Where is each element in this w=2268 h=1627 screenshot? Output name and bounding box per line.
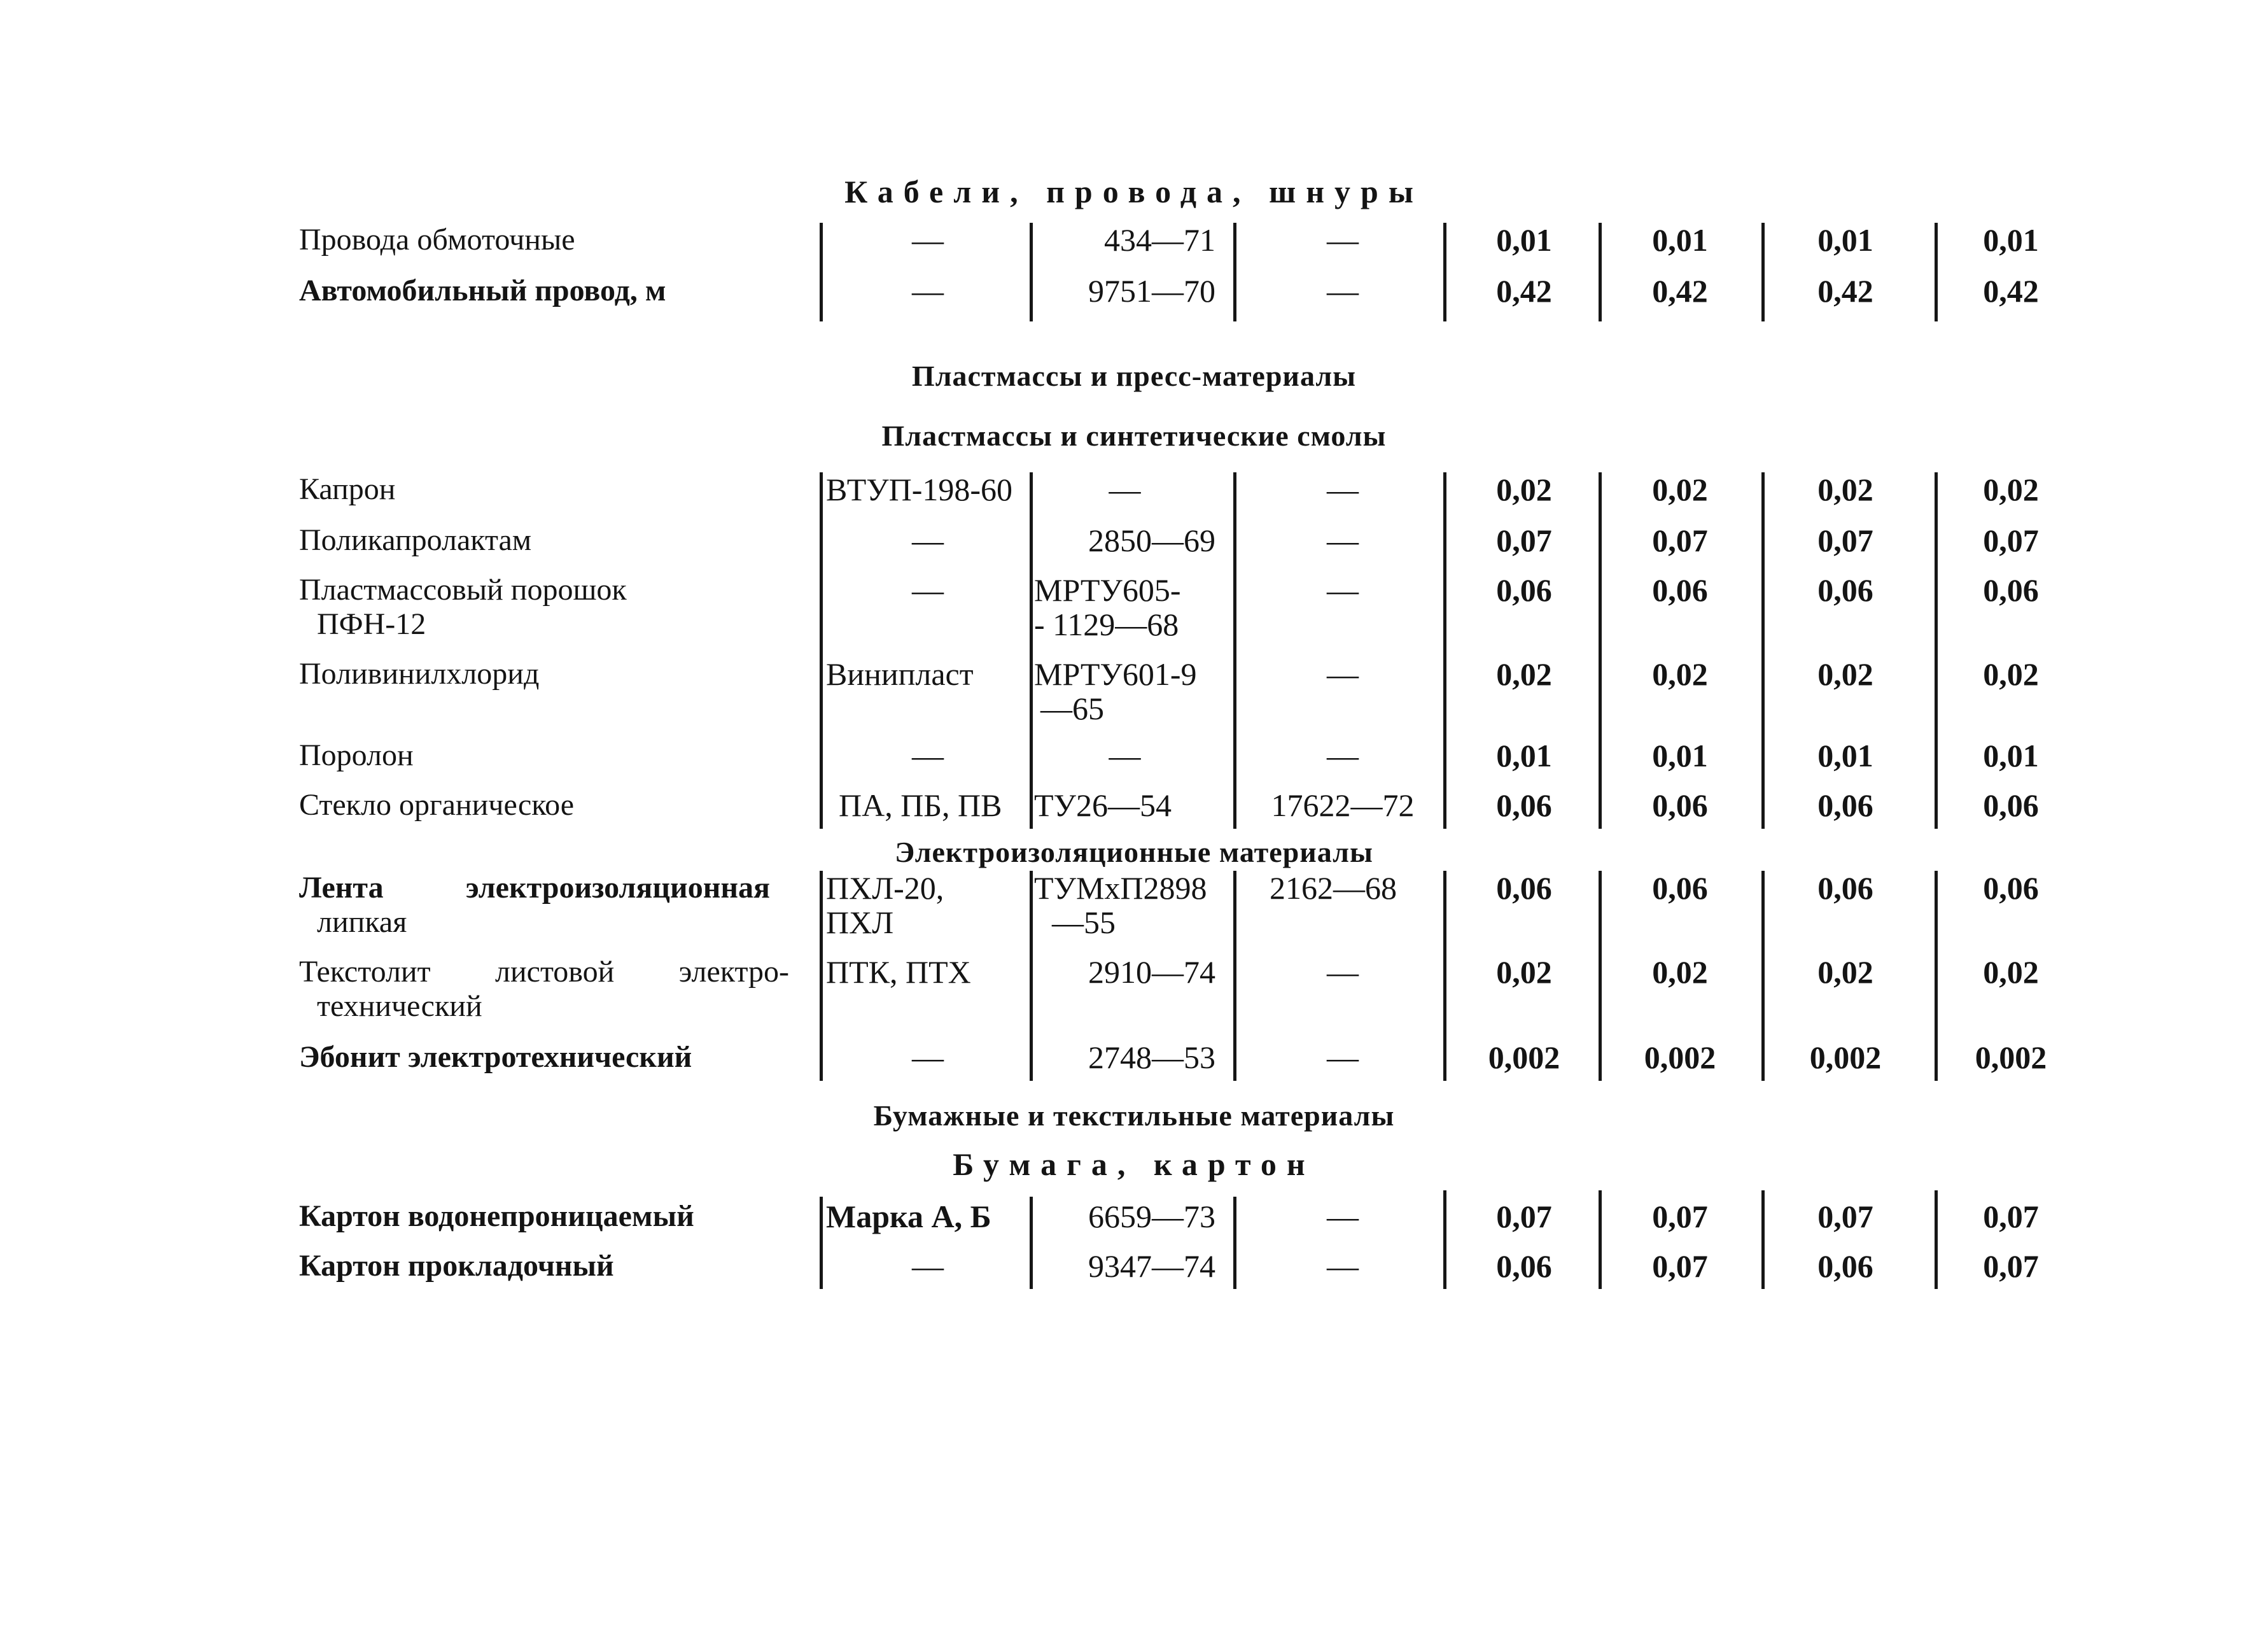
grade-line1: ПХЛ-20, (826, 870, 944, 906)
value-cell: 0,07 (1496, 523, 1552, 558)
column-rule (1599, 1190, 1602, 1289)
column-rule (1443, 871, 1446, 1081)
value-cell: 0,02 (1496, 954, 1552, 990)
standard-cell: 2910—74 (1088, 954, 1215, 990)
value-cell: 0,06 (1652, 787, 1708, 823)
section-heading-plastics: Пластмассы и пресс-материалы (911, 360, 1357, 392)
standard-cell (1034, 657, 1225, 726)
grade-line2: ПХЛ (826, 905, 894, 940)
material-name (299, 871, 795, 940)
gost-cell: — (1327, 273, 1359, 309)
standard-cell: 9347—74 (1088, 1248, 1215, 1284)
gost-cell: — (1327, 472, 1359, 507)
value-cell: 0,06 (1652, 870, 1708, 906)
column-rule (820, 223, 823, 321)
standard-line2: - 1129—68 (1034, 607, 1179, 642)
gost-cell: — (1327, 1248, 1359, 1284)
value-cell: 0,07 (1652, 1199, 1708, 1234)
value-cell: 0,06 (1652, 572, 1708, 608)
column-rule (1233, 472, 1236, 829)
value-cell: 0,06 (1496, 870, 1552, 906)
gost-cell: — (1327, 656, 1359, 692)
value-cell: 0,06 (1496, 1248, 1552, 1284)
value-cell: 0,01 (1652, 222, 1708, 258)
column-rule (1935, 223, 1938, 321)
value-cell: 0,02 (1817, 472, 1873, 507)
column-rule (1233, 871, 1236, 1081)
value-cell: 0,07 (1652, 1248, 1708, 1284)
column-rule (1599, 223, 1602, 321)
grade-cell: Винипласт (826, 656, 974, 692)
grade-cell: ПА, ПБ, ПВ (839, 787, 1002, 823)
value-cell: 0,07 (1652, 523, 1708, 558)
value-cell: 0,07 (1983, 523, 2039, 558)
grade-cell: Марка А, Б (826, 1199, 991, 1234)
material-name: Поливинилхлорид (299, 657, 540, 691)
column-rule (820, 871, 823, 1081)
material-name-line1: Лента электроизоляционная (299, 871, 770, 905)
value-cell: 0,06 (1817, 572, 1873, 608)
material-name: Эбонит электротехнический (299, 1040, 692, 1074)
grade-cell: — (912, 523, 944, 558)
standard-line1: МРТУ605- (1034, 572, 1181, 608)
value-cell: 0,02 (1983, 954, 2039, 990)
material-name: Поликапролактам (299, 523, 532, 557)
material-name: Картон прокладочный (299, 1249, 614, 1283)
standard-cell: ТУ26—54 (1034, 787, 1172, 823)
value-cell: 0,01 (1983, 738, 2039, 773)
value-cell: 0,06 (1817, 870, 1873, 906)
value-cell: 0,01 (1817, 738, 1873, 773)
column-rule (1030, 223, 1033, 321)
gost-cell: — (1327, 1199, 1359, 1234)
column-rule (1030, 871, 1033, 1081)
gost-cell: 17622—72 (1271, 787, 1415, 823)
value-cell: 0,07 (1496, 1199, 1552, 1234)
standard-line1: ТУМхП2898 (1034, 870, 1207, 906)
value-cell: 0,06 (1496, 787, 1552, 823)
gost-cell: — (1327, 738, 1359, 773)
gost-cell: — (1327, 954, 1359, 990)
value-cell: 0,01 (1496, 222, 1552, 258)
value-cell: 0,002 (1644, 1039, 1716, 1075)
standard-cell: 2748—53 (1088, 1039, 1215, 1075)
gost-cell: — (1327, 523, 1359, 558)
gost-cell: — (1327, 222, 1359, 258)
standard-cell: 9751—70 (1088, 273, 1215, 309)
standard-cell (1034, 573, 1225, 642)
value-cell: 0,02 (1652, 954, 1708, 990)
standard-cell: 434—71 (1104, 222, 1215, 258)
value-cell: 0,07 (1817, 523, 1873, 558)
value-cell: 0,02 (1817, 656, 1873, 692)
subsection-heading-paper-cardboard: Бумага, картон (953, 1146, 1315, 1182)
material-name-line2: ПФН-12 (317, 607, 426, 641)
value-cell: 0,02 (1652, 472, 1708, 507)
standard-cell: 6659—73 (1088, 1199, 1215, 1234)
column-rule (820, 1197, 823, 1289)
material-name-line2: липкая (317, 905, 407, 939)
grade-cell: — (912, 273, 944, 309)
value-cell: 0,01 (1817, 222, 1873, 258)
value-cell: 0,42 (1817, 273, 1873, 309)
material-name: Провода обмоточные (299, 223, 575, 257)
value-cell: 0,002 (1488, 1039, 1560, 1075)
column-rule (1761, 223, 1765, 321)
value-cell: 0,01 (1983, 222, 2039, 258)
column-rule (1233, 1197, 1236, 1289)
value-cell: 0,06 (1983, 870, 2039, 906)
value-cell: 0,002 (1809, 1039, 1882, 1075)
value-cell: 0,002 (1975, 1039, 2047, 1075)
standard-cell: — (1109, 472, 1141, 507)
value-cell: 0,02 (1983, 656, 2039, 692)
grade-cell: ПТК, ПТХ (826, 954, 971, 990)
value-cell: 0,06 (1817, 1248, 1873, 1284)
standard-line2: —55 (1052, 905, 1116, 940)
value-cell: 0,06 (1983, 787, 2039, 823)
material-name: Поролон (299, 738, 414, 772)
standard-cell (1034, 871, 1225, 940)
material-name-line1: Текстолит листовой электро- (299, 955, 789, 989)
grade-cell: — (912, 1248, 944, 1284)
gost-cell: — (1327, 1039, 1359, 1075)
value-cell: 0,01 (1496, 738, 1552, 773)
column-rule (1761, 472, 1765, 829)
material-name (299, 955, 795, 1024)
grade-cell (826, 871, 1030, 940)
grade-cell: — (912, 222, 944, 258)
column-rule (1935, 472, 1938, 829)
value-cell: 0,42 (1496, 273, 1552, 309)
grade-cell: — (912, 572, 944, 608)
column-rule (1761, 1190, 1765, 1289)
column-rule (1761, 871, 1765, 1081)
material-name: Стекло органическое (299, 788, 575, 822)
column-rule (1443, 223, 1446, 321)
column-rule (1030, 1197, 1033, 1289)
standard-cell: 2850—69 (1088, 523, 1215, 558)
column-rule (1030, 472, 1033, 829)
standard-cell: — (1109, 738, 1141, 773)
value-cell: 0,07 (1817, 1199, 1873, 1234)
section-heading-cables: Кабели, провода, шнуры (844, 174, 1424, 209)
value-cell: 0,02 (1496, 656, 1552, 692)
column-rule (1935, 871, 1938, 1081)
value-cell: 0,02 (1983, 472, 2039, 507)
grade-cell: — (912, 738, 944, 773)
value-cell: 0,06 (1496, 572, 1552, 608)
material-name: Автомобильный провод, м (299, 274, 666, 307)
value-cell: 0,06 (1817, 787, 1873, 823)
value-cell: 0,01 (1652, 738, 1708, 773)
grade-cell: ВТУП-198-60 (826, 472, 1013, 507)
column-rule (820, 472, 823, 829)
gost-cell: — (1327, 572, 1359, 608)
material-name (299, 573, 795, 642)
section-heading-paper-textile: Бумажные и текстильные материалы (873, 1099, 1395, 1132)
grade-cell: — (912, 1039, 944, 1075)
column-rule (1443, 1190, 1446, 1289)
standard-line1: МРТУ601-9 (1034, 656, 1197, 692)
value-cell: 0,42 (1652, 273, 1708, 309)
column-rule (1443, 472, 1446, 829)
gost-cell: 2162—68 (1270, 870, 1397, 906)
column-rule (1935, 1190, 1938, 1289)
section-heading-electro: Электроизоляционные материалы (895, 836, 1373, 868)
value-cell: 0,07 (1983, 1248, 2039, 1284)
material-name-line1: Пластмассовый порошок (299, 573, 627, 607)
material-name: Картон водонепроницаемый (299, 1199, 694, 1233)
standard-line2: —65 (1040, 691, 1104, 726)
column-rule (1599, 871, 1602, 1081)
value-cell: 0,06 (1983, 572, 2039, 608)
value-cell: 0,42 (1983, 273, 2039, 309)
subsection-heading-plastics-resins: Пластмассы и синтетические смолы (881, 419, 1387, 452)
column-rule (1599, 472, 1602, 829)
material-name-line2: технический (317, 989, 482, 1023)
column-rule (1233, 223, 1236, 321)
material-name: Капрон (299, 472, 396, 506)
value-cell: 0,02 (1652, 656, 1708, 692)
value-cell: 0,02 (1817, 954, 1873, 990)
value-cell: 0,07 (1983, 1199, 2039, 1234)
value-cell: 0,02 (1496, 472, 1552, 507)
